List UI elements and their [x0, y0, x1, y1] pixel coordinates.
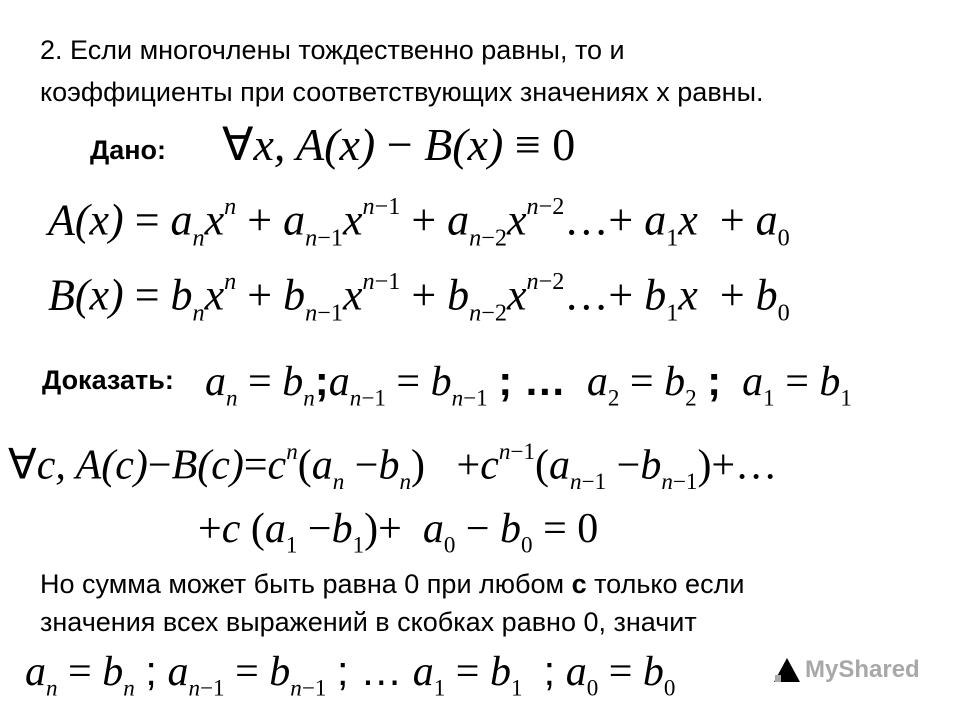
- statement-line-1: 2. Если многочлены тождественно равны, то и: [40, 35, 625, 65]
- polynomial-b: $B(x) = b_nx^n + b_{n-1}x^{n-1}$ + $b_{n-2}x^{n-2}\dots+ b_1x + b_0$: [48, 268, 790, 327]
- prove-formula: $a_n$ = $b_n;a_{n-1} = b_{n-1}$ ; … $a_2 = b_2$ ; $a_1 = b_1$: [205, 357, 852, 411]
- conclusion-text-b: только если: [586, 569, 745, 599]
- difference-formula-line-2: +c $(a_1 -b_1)+ a_0 - b_0 = 0$: [198, 506, 599, 558]
- polynomial-a: $A(x) = a_nx^n + a_{n-1}x^{n-1}$ + $a_{n-2}x^{n-2}\dots+ a_1x + a_0$: [48, 193, 790, 252]
- prove-label: Доказать:: [42, 365, 174, 395]
- difference-formula-line-1: ∀c, $A(c)-B(c)=c^n(a_n -b_n)$ $+c^{n-1}(a_{n-1}$ $-b_{n-1})+\dots$: [8, 438, 778, 495]
- conclusion-variable-c: с: [571, 569, 587, 599]
- conclusion-text-a: Но сумма может быть равна 0 при любом: [40, 569, 572, 599]
- given-label: Дано:: [90, 135, 167, 165]
- statement-line-2: коэффициенты при соответствующих значениях х равны.: [40, 77, 764, 107]
- myshared-logo-icon: [773, 657, 801, 683]
- conclusion-line-1: [40, 566, 744, 602]
- result-formula: $a_n = b_n$ ; $a_{n-1} = b_{n-1}$ ; … $a_1 = b_1$ ; $a_0 = b_0$: [25, 647, 676, 701]
- myshared-logo-text: MyShared: [805, 656, 920, 683]
- given-formula: ∀x, A(x) − B(x) ≡ 0: [222, 119, 576, 170]
- myshared-logo: [773, 656, 920, 684]
- conclusion-line-2: значения всех выражений в скобках равно 0, значит: [40, 607, 697, 637]
